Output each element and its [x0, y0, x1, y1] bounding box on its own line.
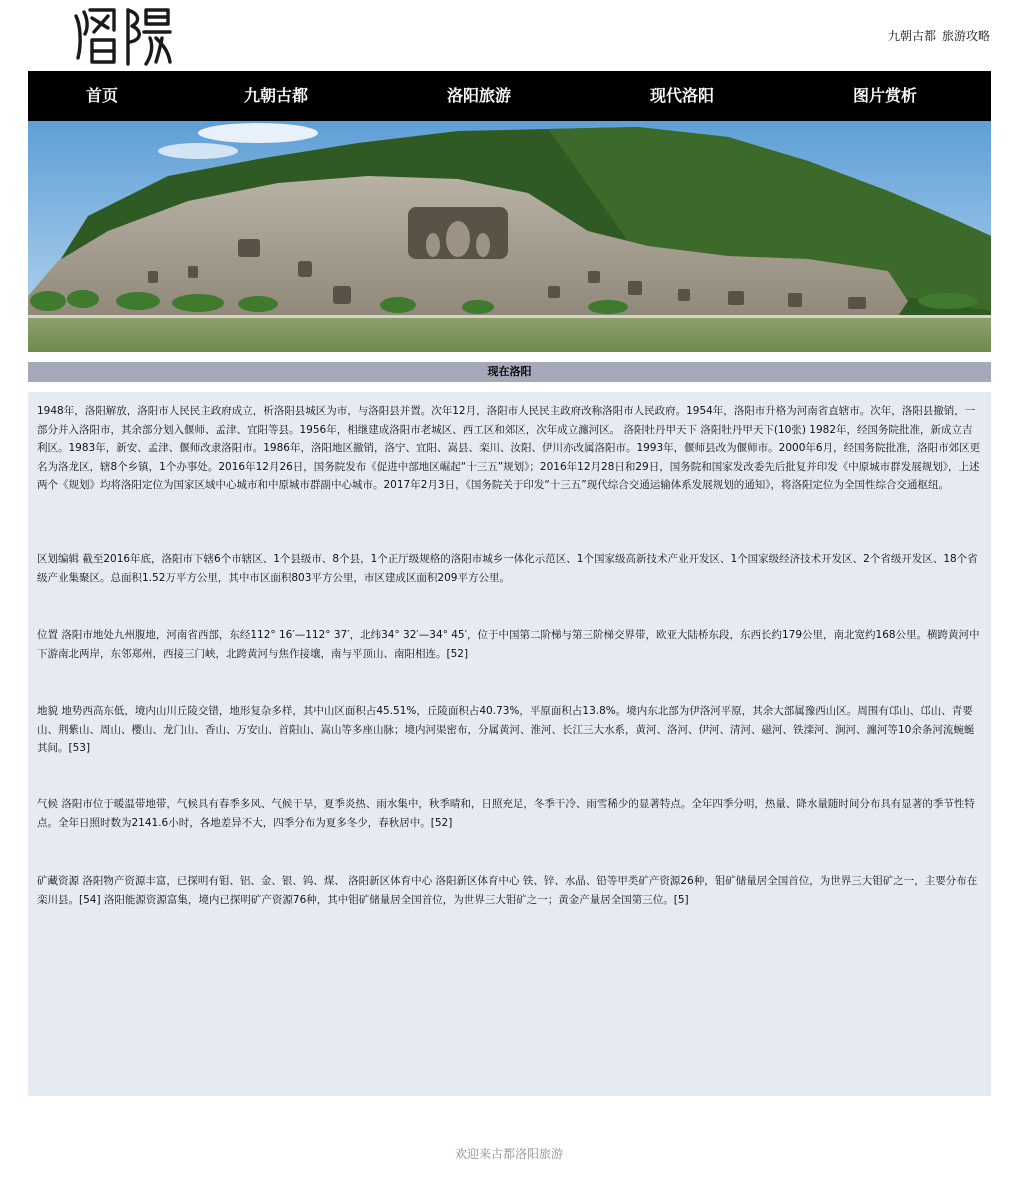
- longmen-grottoes-banner-image: [28, 121, 991, 352]
- footer-text: 欢迎来古都洛阳旅游: [454, 1147, 563, 1161]
- paragraph-divisions: 区划编辑 截至2016年底，洛阳市下辖6个市辖区、1个县级市、8个县，1个正厅级规格的洛阳市城乡一体化示范区、1个国家级高新技术产业开发区、1个国家级经济技术开发区、2个省级开发区、18个省级产业集聚区。总面积1.52万平方公里，其中市区面积803平方公里，市区建成区面积209平方公里。: [37, 553, 978, 584]
- paragraph-climate: 气候 洛阳市位于暖温带地带，气候具有春季多风、气候干旱，夏季炎热、雨水集中，秋季晴和，日照充足，冬季干冷、雨雪稀少的显著特点。全年四季分明，热量、降水量随时间分布具有显著的季节性特点。全年日照时数为2141.6小时，各地差异不大，四季分布为夏多冬少，春秋居中。[52]: [37, 798, 975, 829]
- nav-item-gallery[interactable]: 图片赏析: [853, 86, 918, 105]
- main-nav: [28, 71, 991, 121]
- nav-item-travel[interactable]: 洛阳旅游: [447, 86, 512, 105]
- nav-item-home[interactable]: 首页: [86, 86, 119, 105]
- luoyang-seal-logo: [70, 4, 174, 68]
- nav-item-modern-luoyang[interactable]: 现代洛阳: [650, 86, 715, 105]
- paragraph-mineral-resources: 矿藏资源 洛阳物产资源丰富，已探明有钼、铝、金、银、钨、煤、 洛阳新区体育中心 洛阳新区体育中心 铁、锌、水晶、铅等甲类矿产资源26种，钼矿储量居全国首位，为世界三大钼矿之一，主要分布在栾川县。[54] 洛阳能源资源富集，境内已探明矿产资源76种，其中钼矿储量居全国首位，为世界三大钼矿之一；黄金产量居全国第三位。[5]: [37, 875, 978, 906]
- content-panel: [28, 392, 991, 1096]
- top-link-capital[interactable]: 九朝古都: [887, 29, 936, 43]
- top-link-travel-guide[interactable]: 旅游攻略: [941, 29, 990, 43]
- top-links: [882, 27, 990, 44]
- nav-item-ancient-capital[interactable]: 九朝古都: [244, 86, 309, 105]
- paragraph-terrain: 地貌 地势西高东低，境内山川丘陵交错，地形复杂多样，其中山区面积占45.51%，丘陵面积占40.73%，平原面积占13.8%。境内东北部为伊洛河平原，其余大部属豫西山区。周围有邙山、邙山、青要山、荆紫山、周山、樱山、龙门山、香山、万安山、首阳山、嵩山等多座山脉；境内河渠密布，分属黄河、淮河、长江三大水系，黄河、洛河、伊河、清河、磁河、铁滦河、涧河、瀍河等10余条河流蜿蜒其间。[53]: [37, 705, 975, 754]
- section-title-bar: [28, 362, 991, 382]
- paragraph-location: 位置 洛阳市地处九州腹地，河南省西部，东经112° 16′—112° 37′，北纬34° 32′—34° 45′，位于中国第二阶梯与第三阶梯交界带，欧亚大陆桥东段，东西长约179公里，南北宽约168公里。横跨黄河中下游南北两岸，东邻郑州，西接三门峡，北跨黄河与焦作接壤，南与平顶山、南阳相连。[52]: [37, 629, 980, 660]
- site-header: [0, 0, 1018, 71]
- section-title: 现在洛阳: [487, 365, 532, 378]
- paragraph-history: 1948年，洛阳解放，洛阳市人民民主政府成立，析洛阳县城区为市，与洛阳县并置。次年12月，洛阳市人民民主政府改称洛阳市人民政府。1954年，洛阳市升格为河南省直辖市。次年，洛阳县撤销，一部分并入洛阳市，其余部分划入偃师、孟津、宜阳等县。1956年，相继建成洛阳市老城区、西工区和郊区，次年成立瀍河区。 洛阳牡丹甲天下 洛阳牡丹甲天下(10张) 1982年，经国务院批准，新成立吉利区。1983年，新安、孟津、偃师改隶洛阳市。1986年，洛阳地区撤销，洛宁、宜阳、嵩县、栾川、汝阳、伊川亦改属洛阳市。1993年，偃师县改为偃师市。2000年6月，经国务院批准，洛阳市郊区更名为洛龙区，辖8个乡镇，1个办事处。2016年12月26日，国务院发布《促进中部地区崛起“十三五”规划》；2016年12月28日和29日，国务院和国家发改委先后批复并印发《中原城市群发展规划》，上述两个《规划》均将洛阳定位为国家区域中心城市和中原城市群副中心城市。2017年2月3日，《国务院关于印发“十三五”现代综合交通运输体系发展规划的通知》，将洛阳定位为全国性综合交通枢纽。: [37, 405, 981, 491]
